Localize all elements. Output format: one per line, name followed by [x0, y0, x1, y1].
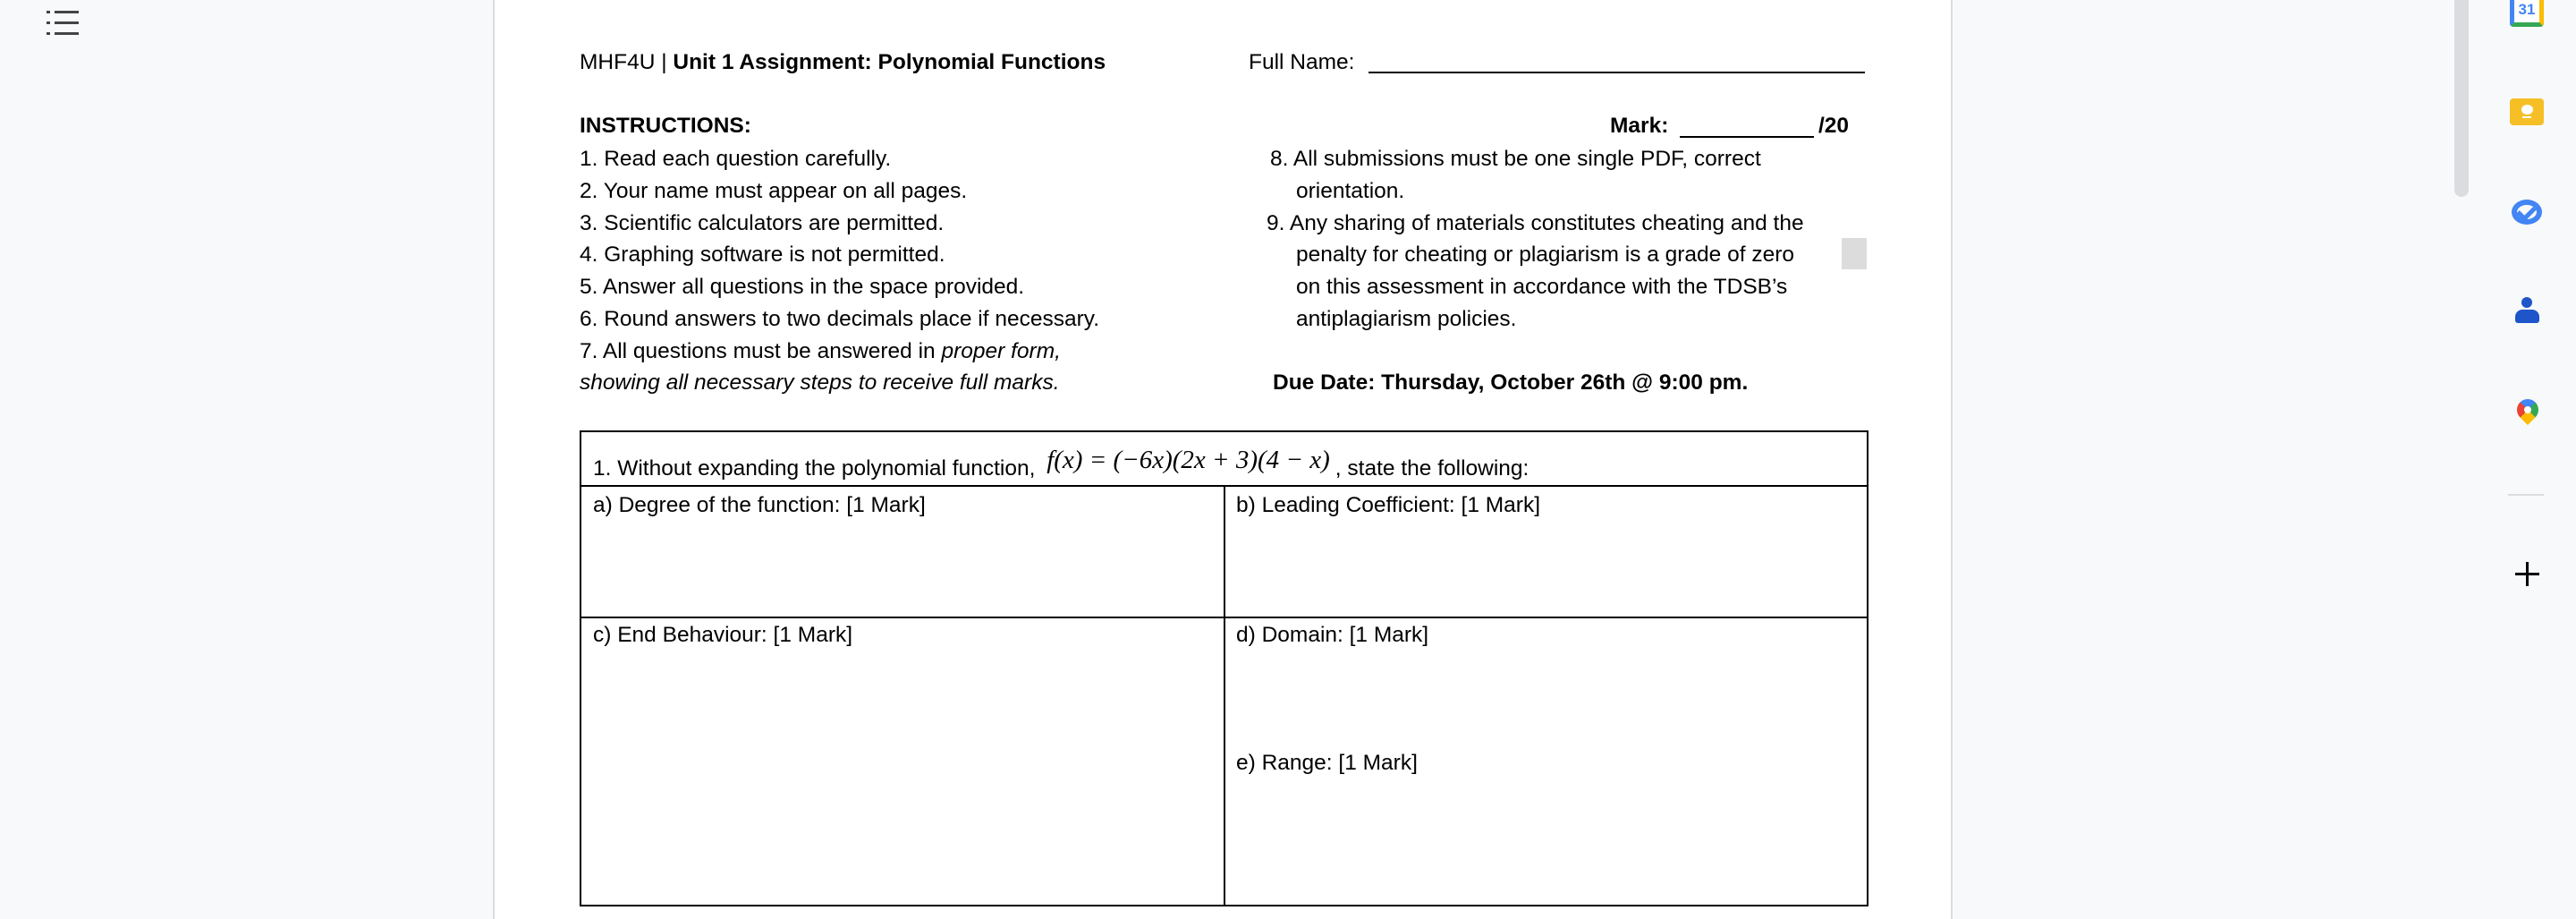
keep-icon[interactable]: [2510, 98, 2544, 125]
header-separator: |: [661, 50, 667, 74]
instruction-item: 5. Answer all questions in the space provided.: [580, 275, 1025, 299]
instruction-item-9-cont: penalty for cheating or plagiarism is a grade of zero: [1296, 243, 1794, 267]
due-date: Due Date: Thursday, October 26th @ 9:00 pm.: [1273, 370, 1749, 395]
question-1c: c) End Behaviour: [1 Mark]: [593, 623, 853, 647]
maps-icon[interactable]: [2510, 397, 2544, 431]
question-1-table: [580, 430, 1868, 906]
question-1-prompt: [593, 446, 1530, 482]
vertical-scrollbar[interactable]: [2454, 0, 2469, 197]
instruction-7-italic: proper form,: [941, 339, 1061, 363]
question-1-suffix: , state the following:: [1335, 456, 1530, 481]
question-1b: b) Leading Coefficient: [1 Mark]: [1236, 493, 1541, 517]
calendar-day: 31: [2518, 1, 2536, 18]
mark-label: Mark:: [1610, 114, 1669, 138]
tasks-icon[interactable]: [2510, 198, 2544, 232]
instruction-item: 2. Your name must appear on all pages.: [580, 179, 968, 203]
mark-blank: [1680, 115, 1814, 138]
question-1d: d) Domain: [1 Mark]: [1236, 623, 1429, 647]
full-name-label: Full Name:: [1249, 50, 1355, 74]
course-code: MHF4U: [580, 50, 656, 74]
instruction-item: 1. Read each question carefully.: [580, 147, 892, 171]
full-name-blank[interactable]: [1368, 47, 1865, 73]
instruction-item: 6. Round answers to two decimals place if necessary.: [580, 307, 1100, 331]
instruction-7-continued: showing all necessary steps to receive full marks.: [580, 370, 1060, 395]
instruction-item-8-cont: orientation.: [1296, 179, 1405, 203]
instruction-item: 4. Graphing software is not permitted.: [580, 243, 945, 267]
instruction-item-9-cont: on this assessment in accordance with the TDSB’s: [1296, 275, 1788, 299]
instruction-item-9-cont: antiplagiarism policies.: [1296, 307, 1517, 331]
contacts-icon[interactable]: [2510, 295, 2544, 329]
instruction-item-9: 9. Any sharing of materials constitutes cheating and the: [1267, 211, 1804, 235]
instruction-7-text: 7. All questions must be answered in: [580, 339, 942, 363]
question-1-formula: f(x) = (−6x)(2x + 3)(4 − x): [1046, 446, 1330, 474]
instruction-item-7: [580, 338, 1061, 365]
text-cursor-highlight: [1842, 238, 1867, 269]
side-panel-divider: [2508, 494, 2544, 496]
question-1e: e) Range: [1 Mark]: [1236, 751, 1418, 775]
mark-total: /20: [1818, 114, 1850, 138]
add-icon[interactable]: [2510, 557, 2544, 591]
table-divider: [1224, 485, 1225, 905]
calendar-icon[interactable]: [2510, 0, 2544, 27]
instruction-item: 3. Scientific calculators are permitted.: [580, 211, 945, 235]
doc-header-line: [580, 49, 1106, 76]
question-1a: a) Degree of the function: [1 Mark]: [593, 493, 926, 517]
assignment-title: Unit 1 Assignment: Polynomial Functions: [673, 50, 1106, 74]
instruction-item-8: 8. All submissions must be one single PDF, correct: [1270, 147, 1761, 171]
question-1-prefix: 1. Without expanding the polynomial function,: [593, 456, 1036, 481]
instructions-heading: INSTRUCTIONS:: [580, 114, 751, 138]
outline-list-icon[interactable]: [47, 9, 79, 38]
